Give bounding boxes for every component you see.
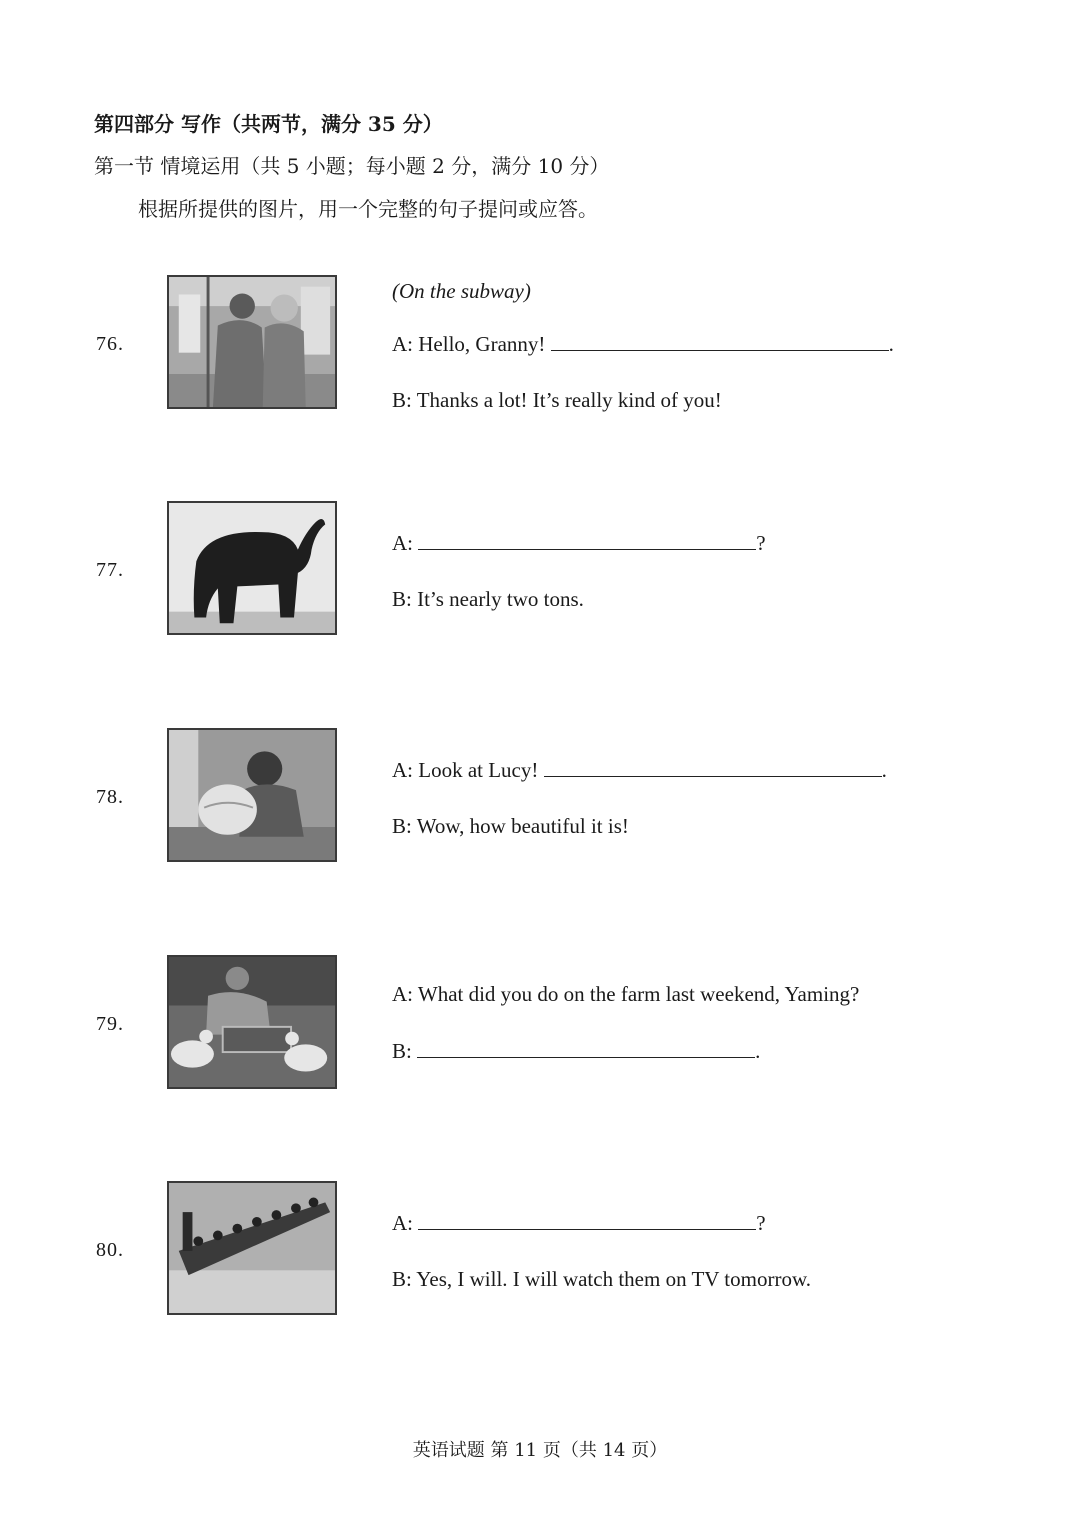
girl-making-lantern-photo xyxy=(167,728,337,862)
dialogue-context: (On the subway) xyxy=(392,279,531,303)
dragon-boat-race-photo xyxy=(167,1181,337,1315)
dialogue-line-a-text: A: Hello, Granny! xyxy=(392,332,546,356)
dialogue-line-b: B: Yes, I will. I will watch them on TV tomorrow. xyxy=(392,1267,812,1291)
dialogue-line-a: A: What did you do on the farm last weekend, Yaming? xyxy=(392,982,860,1006)
dialogue-line-b: B: It’s nearly two tons. xyxy=(392,587,584,611)
question-number: 78. xyxy=(96,786,124,808)
answer-blank[interactable] xyxy=(418,1211,756,1230)
dialogue-line-b xyxy=(392,1039,760,1064)
question-number: 80. xyxy=(96,1239,124,1261)
blank-end-punctuation: . xyxy=(888,332,894,356)
dialogue-line-b: B: Wow, how beautiful it is! xyxy=(392,814,629,838)
boy-feeding-ducks-photo xyxy=(167,955,337,1089)
instruction-text: 根据所提供的图片，用一个完整的句子提问或应答。 xyxy=(138,197,598,221)
dialogue-line-a xyxy=(392,1211,766,1236)
blank-end-punctuation: . xyxy=(881,758,887,782)
blank-end-punctuation: ? xyxy=(756,1211,766,1235)
question-number: 77. xyxy=(96,559,124,581)
question-number: 76. xyxy=(96,333,124,355)
dialogue-line-a-text: A: xyxy=(392,1211,413,1235)
elephant-photo xyxy=(167,501,337,635)
answer-blank[interactable] xyxy=(418,531,756,550)
subsection-title: 第一节 情境运用（共 5 小题；每小题 2 分，满分 10 分） xyxy=(94,154,610,178)
section-title: 第四部分 写作（共两节，满分 35 分） xyxy=(94,112,443,136)
dialogue-line-a-text: A: xyxy=(392,531,413,555)
question-80 xyxy=(0,1181,1080,1321)
answer-blank[interactable] xyxy=(417,1039,755,1058)
blank-end-punctuation: ? xyxy=(756,531,766,555)
answer-blank[interactable] xyxy=(551,332,889,351)
blank-end-punctuation: . xyxy=(755,1039,761,1063)
dialogue-line-a xyxy=(392,531,766,556)
page-footer: 英语试题 第 11 页（共 14 页） xyxy=(412,1440,668,1461)
subway-boy-helping-granny-photo xyxy=(167,275,337,409)
dialogue-line-b: B: Thanks a lot! It’s really kind of you! xyxy=(392,388,722,412)
answer-blank[interactable] xyxy=(544,758,882,777)
question-76 xyxy=(0,275,1080,415)
dialogue-line-a xyxy=(392,332,894,357)
dialogue-line-a-text: A: Look at Lucy! xyxy=(392,758,539,782)
dialogue-line-b-text: B: xyxy=(392,1039,412,1063)
question-79 xyxy=(0,955,1080,1095)
question-77 xyxy=(0,501,1080,641)
question-number: 79. xyxy=(96,1013,124,1035)
question-78 xyxy=(0,728,1080,868)
dialogue-line-a xyxy=(392,758,887,783)
